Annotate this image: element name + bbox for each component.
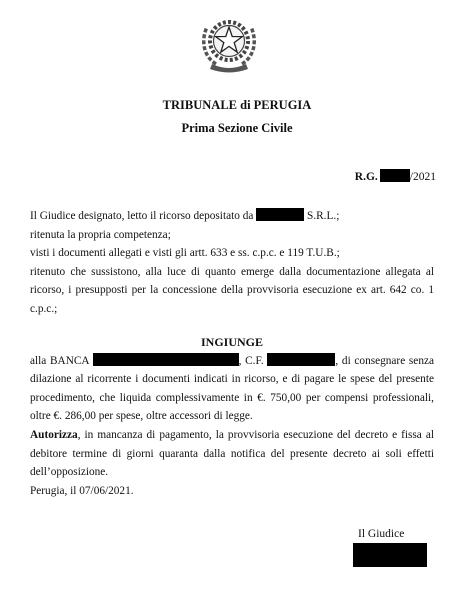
redaction-box [256,208,304,221]
court-name: TRIBUNALE di PERUGIA [162,98,312,112]
preamble [30,207,434,319]
case-reference [355,169,436,183]
authorization-paragraph [30,426,434,482]
case-reference-suffix: /2021 [409,171,436,183]
preamble-line: ritenuto che sussistono, alla luce di quanto emerge dalla documentazione allegata al ricorso, i presupposti per la concessione della provvisoria esecuzione ex art. 642 co. 1 c.p.c.; [30,265,434,315]
authorization-text: , in mancanza di pagamento, la provvisoria esecuzione del decreto e fissa al debitore termine di giorni quaranta dalla notifica del presente decreto ai soli effetti dell’opposizione. [30,428,434,479]
preamble-line [30,207,434,226]
place-date: Perugia, il 07/06/2021. [30,484,134,497]
order-cf-label: , C.F. [238,354,264,367]
redaction-box [380,169,410,182]
preamble-line-text: Il Giudice designato, letto il ricorso depositato da [30,210,254,222]
judge-label: Il Giudice [358,528,405,540]
redaction-box [267,353,335,366]
order-heading: INGIUNGE [200,335,263,349]
order-text: , di consegnare senza dilazione al ricorrente i documenti indicati in ricorso, e di pagare le spese del presente procedimento, che liquida complessivamente in €. 750,00 per compensi professionali, oltre €. 286,00 per spese, oltre accessori di legge. [30,354,434,423]
court-section: Prima Sezione Civile [181,121,293,135]
redaction-box [93,353,239,366]
republic-emblem-icon [198,10,260,74]
preamble-line: ritenuta la propria competenza; [30,228,171,241]
case-reference-prefix: R.G. [354,171,378,183]
authorization-keyword: Autorizza [30,428,78,441]
order-block [30,333,434,500]
judge-signature-redaction [353,543,427,567]
preamble-line: visti i documenti allegati e visti gli artt. 633 e ss. c.p.c. e 119 T.U.B.; [30,247,340,260]
order-paragraph [30,352,434,426]
order-bank-prefix: alla BANCA [30,354,89,367]
preamble-line-end: S.R.L.; [307,210,340,222]
